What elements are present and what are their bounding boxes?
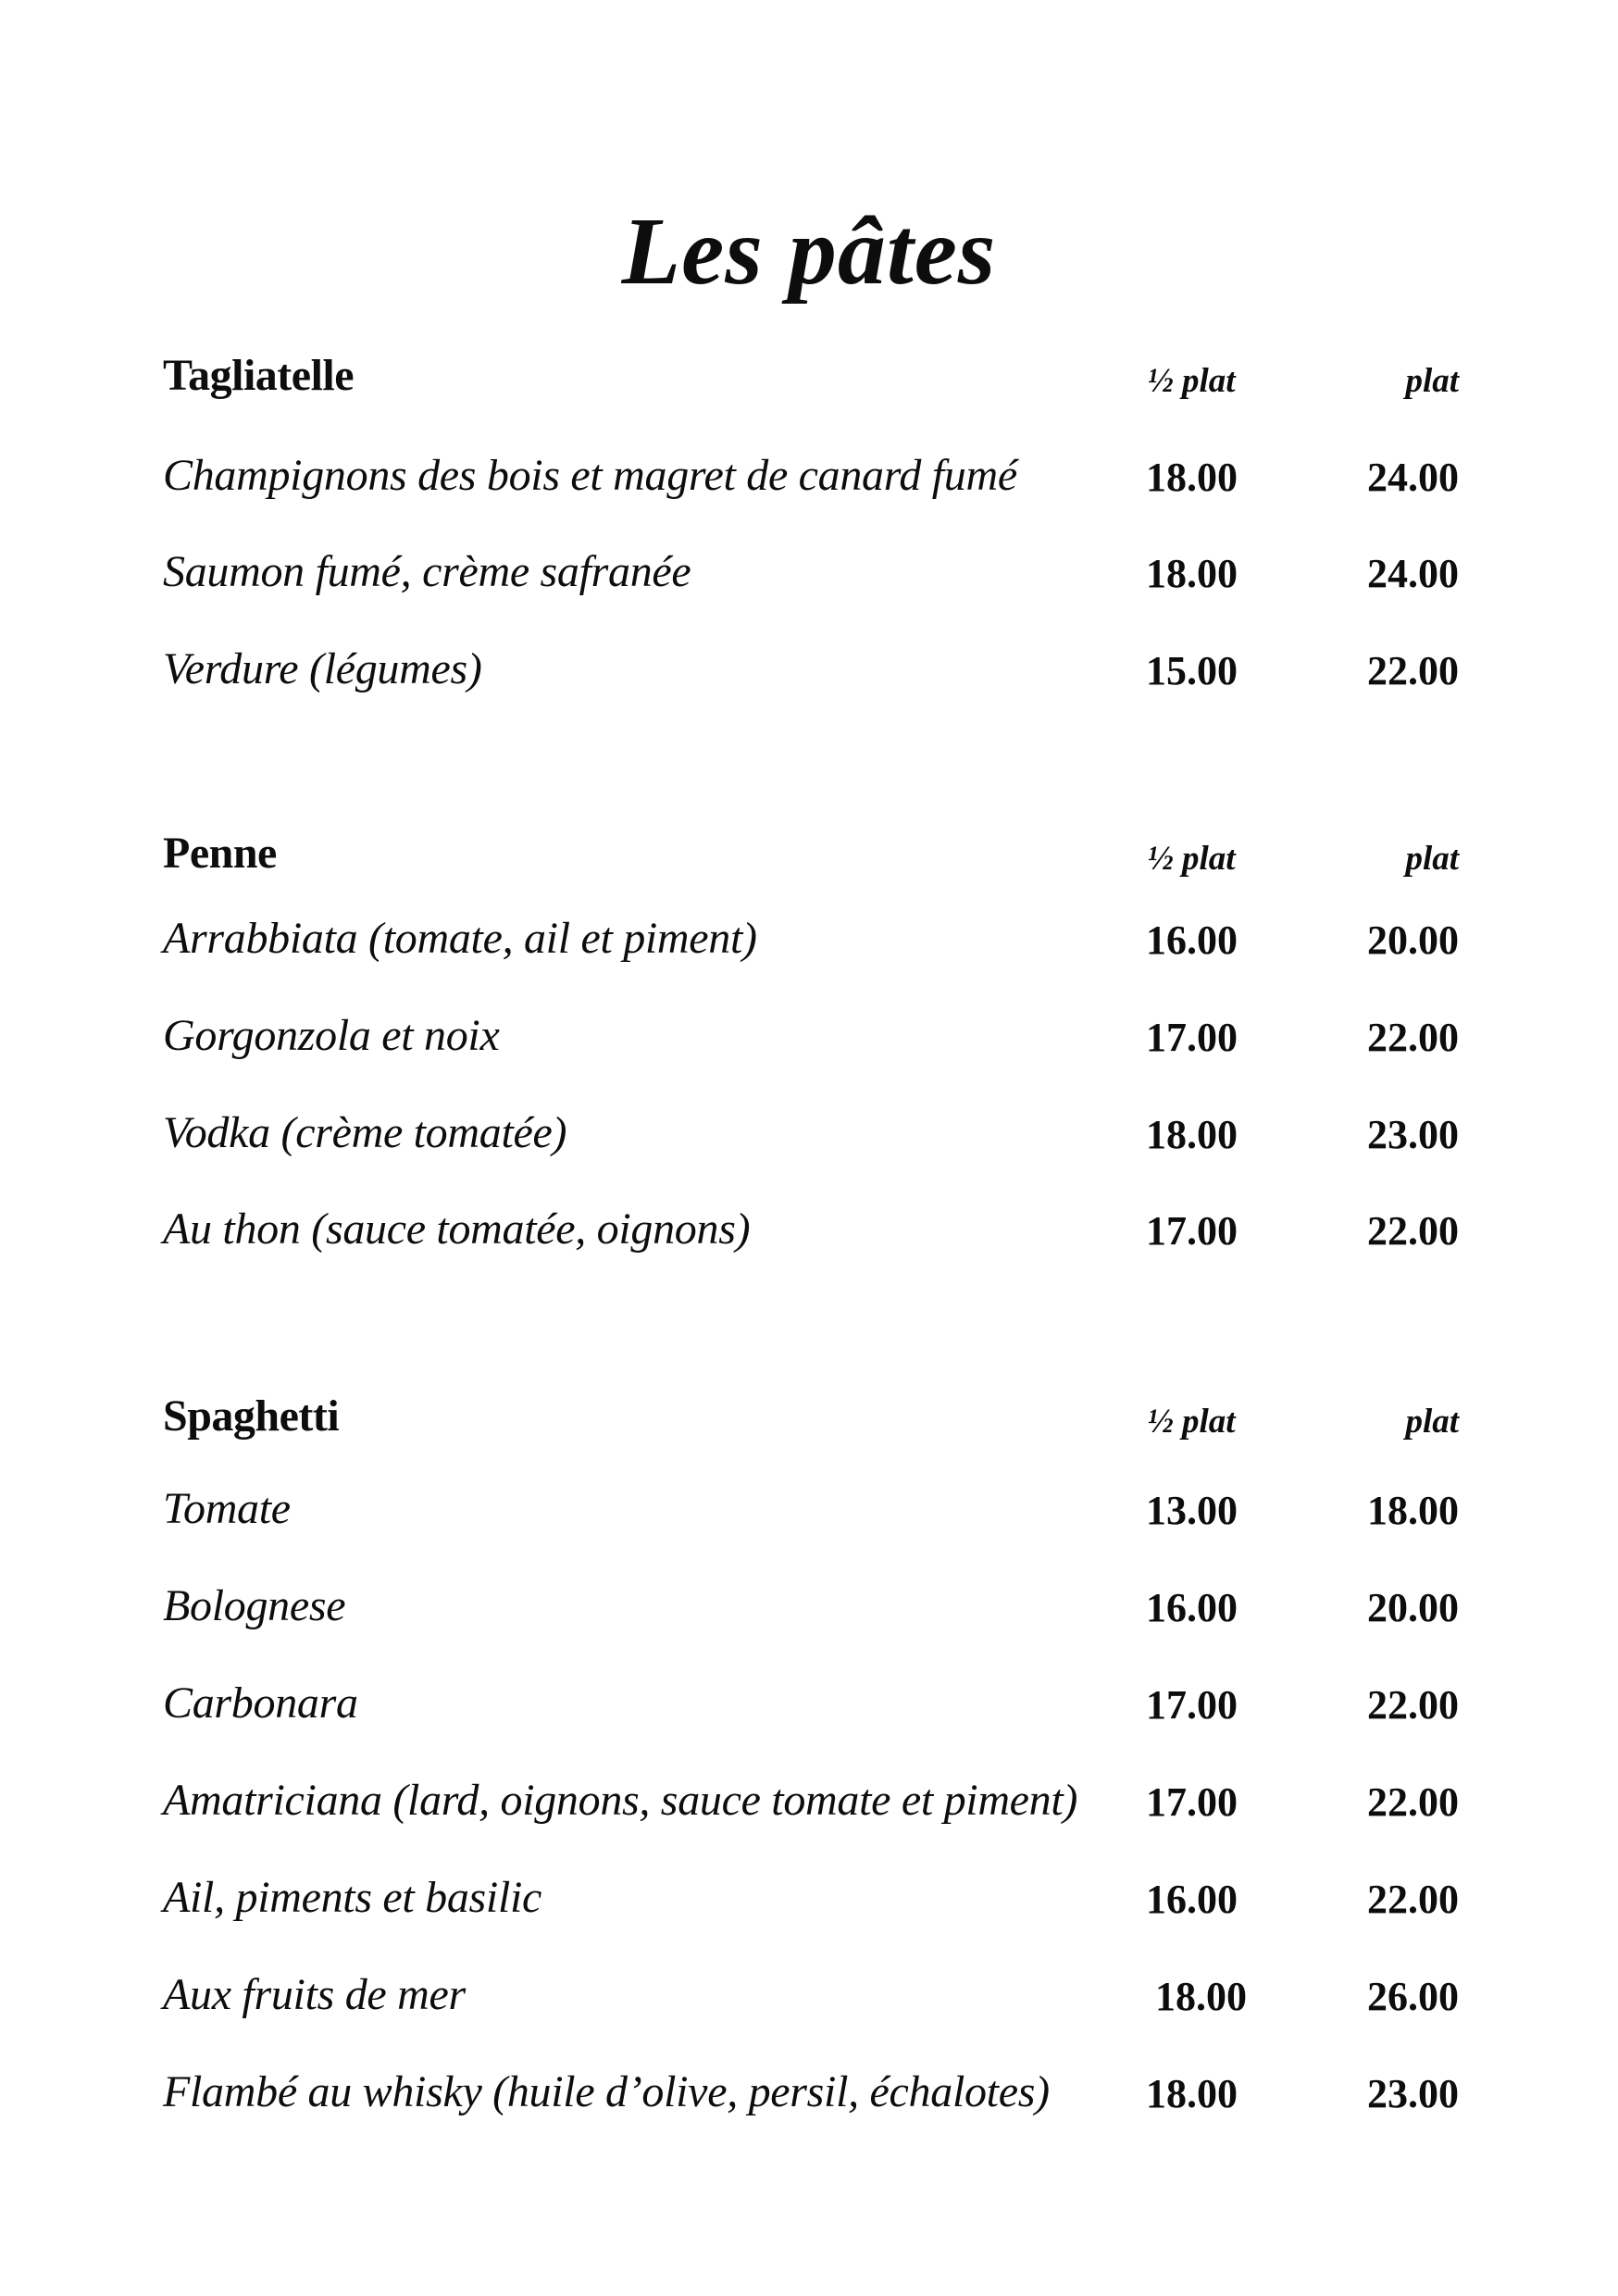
half-plate-price: 16.00 [1146, 1877, 1238, 1922]
list-item [163, 2040, 1459, 2115]
full-plate-price: 24.00 [1367, 455, 1459, 500]
dish-name: Amatriciana (lard, oignons, sauce tomate et piment) [163, 1776, 1078, 1825]
section-header [163, 802, 1459, 876]
section-header [163, 324, 1459, 398]
dish-name: Saumon fumé, crème safranée [163, 547, 691, 596]
dish-name: Aux fruits de mer [163, 1970, 466, 2019]
full-plate-price: 20.00 [1367, 1585, 1459, 1630]
half-plate-column-label: ½ plat [1148, 840, 1236, 878]
half-plate-price: 18.00 [1155, 1974, 1247, 2019]
list-item [163, 424, 1459, 498]
full-plate-column-label: plat [1405, 840, 1459, 878]
half-plate-column-label: ½ plat [1148, 1403, 1236, 1441]
full-plate-price: 22.00 [1367, 1015, 1459, 1060]
list-item [163, 1749, 1459, 1823]
list-item [163, 520, 1459, 594]
list-item [163, 984, 1459, 1058]
full-plate-price: 22.00 [1367, 1208, 1459, 1254]
full-plate-price: 24.00 [1367, 551, 1459, 596]
section-title: Tagliatelle [163, 351, 355, 400]
full-plate-price: 23.00 [1367, 2071, 1459, 2116]
list-item [163, 1178, 1459, 1252]
dish-name: Champignons des bois et magret de canard fumé [163, 451, 1017, 500]
list-item [163, 1652, 1459, 1726]
list-item [163, 1846, 1459, 1920]
full-plate-price: 18.00 [1367, 1488, 1459, 1533]
half-plate-price: 18.00 [1146, 455, 1238, 500]
half-plate-price: 16.00 [1146, 917, 1238, 963]
full-plate-price: 20.00 [1367, 917, 1459, 963]
half-plate-price: 17.00 [1146, 1208, 1238, 1254]
full-plate-price: 22.00 [1367, 1877, 1459, 1922]
dish-name: Ail, piments et basilic [163, 1873, 542, 1922]
dish-name: Tomate [163, 1484, 291, 1533]
dish-name: Carbonara [163, 1678, 358, 1728]
section-title: Penne [163, 829, 277, 878]
dish-name: Vodka (crème tomatée) [163, 1108, 567, 1157]
list-item [163, 618, 1459, 692]
half-plate-price: 17.00 [1146, 1015, 1238, 1060]
list-item [163, 1554, 1459, 1628]
full-plate-column-label: plat [1405, 1403, 1459, 1441]
dish-name: Verdure (légumes) [163, 644, 482, 693]
full-plate-price: 22.00 [1367, 648, 1459, 693]
dish-name: Bolognese [163, 1581, 346, 1630]
half-plate-column-label: ½ plat [1148, 362, 1236, 400]
full-plate-price: 26.00 [1367, 1974, 1459, 2019]
full-plate-price: 23.00 [1367, 1112, 1459, 1157]
half-plate-price: 13.00 [1146, 1488, 1238, 1533]
list-item [163, 1081, 1459, 1155]
dish-name: Gorgonzola et noix [163, 1011, 500, 1060]
section-title: Spaghetti [163, 1391, 340, 1441]
half-plate-price: 15.00 [1146, 648, 1238, 693]
dish-name: Flambé au whisky (huile d’olive, persil, échalotes) [163, 2067, 1050, 2116]
dish-name: Au thon (sauce tomatée, oignons) [163, 1204, 751, 1254]
half-plate-price: 18.00 [1146, 1112, 1238, 1157]
page-title: Les pâtes [621, 197, 997, 305]
full-plate-column-label: plat [1405, 362, 1459, 400]
dish-name: Arrabbiata (tomate, ail et piment) [163, 914, 757, 963]
list-item [163, 1457, 1459, 1531]
list-item [163, 887, 1459, 961]
half-plate-price: 18.00 [1146, 2071, 1238, 2116]
half-plate-price: 17.00 [1146, 1779, 1238, 1825]
half-plate-price: 18.00 [1146, 551, 1238, 596]
full-plate-price: 22.00 [1367, 1779, 1459, 1825]
list-item [163, 1943, 1459, 2017]
section-header [163, 1365, 1459, 1439]
half-plate-price: 17.00 [1146, 1682, 1238, 1728]
full-plate-price: 22.00 [1367, 1682, 1459, 1728]
half-plate-price: 16.00 [1146, 1585, 1238, 1630]
